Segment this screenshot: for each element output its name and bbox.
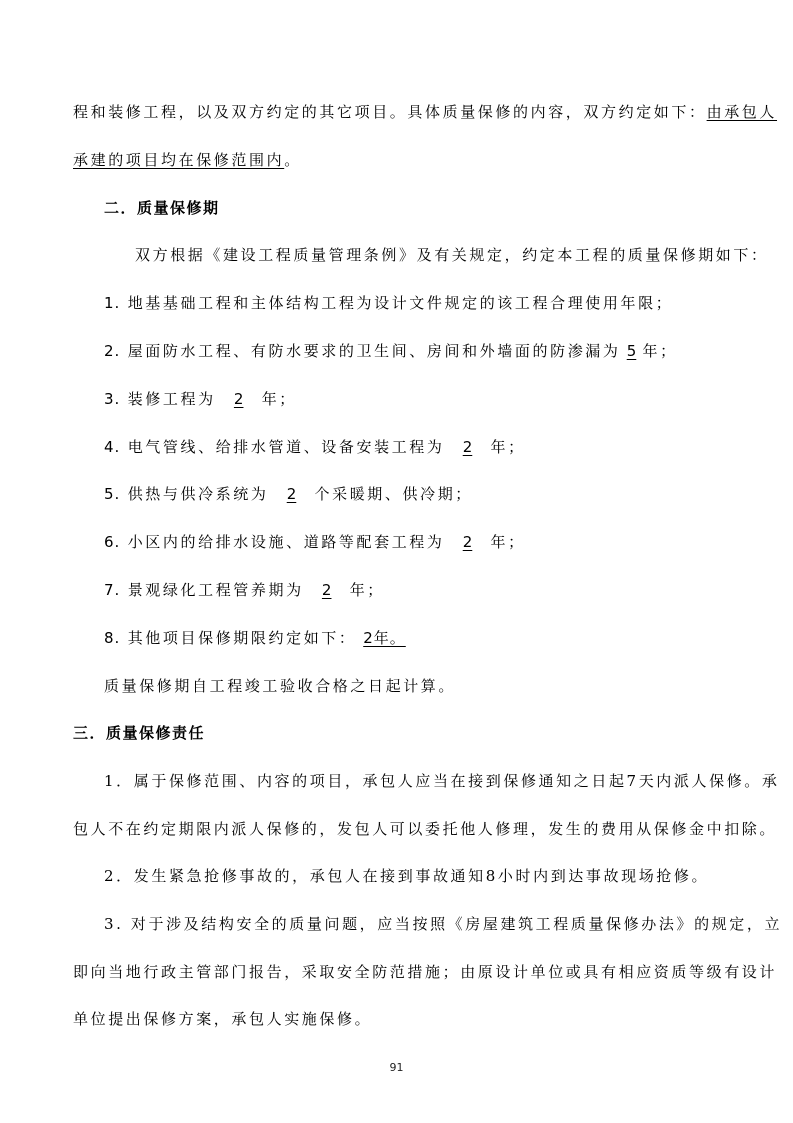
item-text: 装修工程为	[127, 390, 216, 408]
intro-line-1	[73, 102, 777, 122]
warranty-item	[104, 341, 678, 361]
item-unit: 年；	[490, 438, 526, 456]
item-text: 景观绿化工程管养期为	[127, 581, 304, 599]
item-unit: 年；	[490, 533, 526, 551]
item-value-field: 2年。	[363, 629, 406, 647]
warranty-item	[104, 437, 526, 457]
warranty-item	[104, 389, 297, 409]
item-number: 5.	[104, 485, 121, 503]
intro-text: 程和装修工程，以及双方约定的其它项目。具体质量保修的内容，双方约定如下：	[73, 103, 707, 121]
item-text: 供热与供冷系统为	[127, 485, 269, 503]
warranty-item	[104, 532, 526, 552]
item-number: 3.	[104, 390, 121, 408]
section2-closing: 质量保修期自工程竣工验收合格之日起计算。	[104, 677, 457, 695]
page-number: 91	[389, 1061, 404, 1074]
item-number: 8.	[104, 629, 121, 647]
item-unit: 年；	[349, 581, 385, 599]
item-value-field: 2	[286, 485, 297, 503]
warranty-item	[104, 580, 385, 600]
item-value-field: 2	[462, 533, 473, 551]
item-number: 7.	[104, 581, 121, 599]
item-number: 2.	[104, 342, 121, 360]
item-value-field: 2	[462, 438, 473, 456]
section3-paragraph-3-end: 单位提出保修方案，承包人实施保修。	[73, 1010, 373, 1028]
item-unit: 年；	[261, 390, 297, 408]
item-text: 小区内的给排水设施、道路等配套工程为	[127, 533, 445, 551]
item-value-field: 2	[321, 581, 332, 599]
item-unit: 年；	[642, 342, 678, 360]
section3-heading: 三．质量保修责任	[73, 724, 206, 742]
intro-end: 。	[284, 151, 302, 169]
warranty-item	[104, 484, 473, 504]
warranty-item	[104, 628, 413, 648]
item-value-field: 2	[233, 390, 244, 408]
warranty-item	[104, 293, 673, 313]
section2-heading: 二．质量保修期	[104, 199, 220, 217]
item-text: 地基基础工程和主体结构工程为设计文件规定的该工程合理使用年限；	[127, 294, 674, 312]
section3-paragraph-3-cont: 即向当地行政主管部门报告，采取安全防范措施；由原设计单位或具有相应资质等级有设计	[73, 963, 778, 981]
section2-lead: 双方根据《建设工程质量管理条例》及有关规定，约定本工程的质量保修期如下：	[135, 246, 769, 264]
scope-underlined-text: 承建的项目均在保修范围内	[73, 151, 285, 169]
item-text: 屋面防水工程、有防水要求的卫生间、房间和外墙面的防渗漏为	[127, 342, 621, 360]
intro-line-2	[73, 150, 302, 170]
intro-underlined-text: 由承包人	[706, 103, 778, 121]
item-text: 其他项目保修期限约定如下：	[127, 629, 357, 647]
item-value-field: 5	[626, 342, 637, 360]
item-number: 1.	[104, 294, 121, 312]
item-text: 电气管线、给排水管道、设备安装工程为	[127, 438, 445, 456]
item-number: 6.	[104, 533, 121, 551]
section3-paragraph-3: 3. 对于涉及结构安全的质量问题，应当按照《房屋建筑工程质量保修办法》的规定，立	[104, 915, 783, 933]
item-number: 4.	[104, 438, 121, 456]
section3-paragraph-1-cont: 包人不在约定期限内派人保修的，发包人可以委托他人修理，发生的费用从保修金中扣除。	[73, 820, 778, 838]
section3-paragraph-1: 1．属于保修范围、内容的项目，承包人应当在接到保修通知之日起7天内派人保修。承	[104, 772, 780, 790]
section3-paragraph-2: 2．发生紧急抢修事故的，承包人在接到事故通知8小时内到达事故现场抢修。	[104, 867, 710, 885]
item-unit: 个采暖期、供冷期；	[314, 485, 473, 503]
